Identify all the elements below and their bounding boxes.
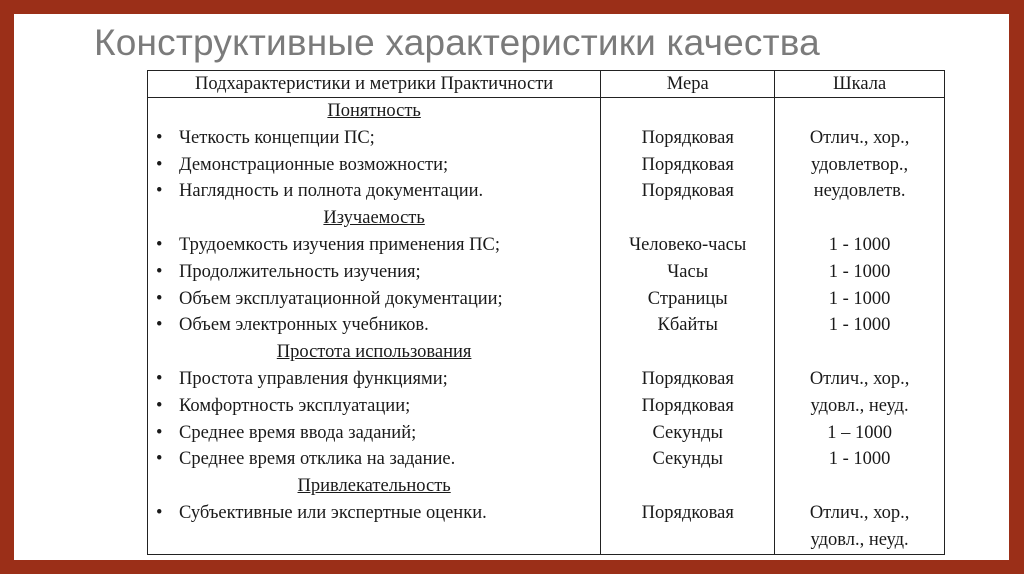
bullet-icon: • — [156, 127, 163, 148]
measure-value: Порядковая — [641, 127, 734, 148]
list-item-text: Трудоемкость изучения применения ПС; — [179, 234, 500, 255]
list-item-text: Субъективные или экспертные оценки. — [179, 502, 487, 523]
scale-value: удовл., неуд. — [810, 529, 909, 550]
measure-value: Кбайты — [657, 315, 718, 336]
list-item — [148, 446, 600, 473]
list-item-text: Комфортность эксплуатации; — [179, 395, 411, 416]
list-item — [148, 259, 600, 286]
list-item — [148, 232, 600, 259]
list-item — [148, 178, 600, 205]
list-item-text: Среднее время отклика на задание. — [179, 449, 456, 470]
slide — [14, 14, 1009, 560]
header-subcharacteristics: Подхарактеристики и метрики Практичности — [148, 71, 601, 98]
measure-value: Страницы — [647, 288, 728, 309]
list-item-text: Объем эксплуатационной документации; — [179, 288, 503, 309]
scale-value: 1 - 1000 — [828, 449, 891, 470]
scale-value: Отлич., хор., — [809, 502, 910, 523]
section-heading: Привлекательность — [297, 476, 451, 497]
list-item — [148, 500, 600, 527]
measure-value: Секунды — [652, 449, 723, 470]
bullet-icon: • — [156, 422, 163, 443]
measure-value: Человеко-часы — [629, 234, 747, 255]
slide-title: Конструктивные характеристики качества — [94, 22, 820, 63]
list-item — [148, 312, 600, 339]
header-scale: Шкала — [775, 71, 945, 98]
bullet-icon: • — [156, 181, 163, 202]
list-item-text: Объем электронных учебников. — [179, 315, 429, 336]
list-item — [148, 366, 600, 393]
bullet-icon: • — [156, 395, 163, 416]
list-item-text: Наглядность и полнота документации. — [179, 181, 484, 202]
section-heading: Изучаемость — [323, 208, 425, 229]
measure-value: Порядковая — [641, 502, 734, 523]
scale-value: 1 - 1000 — [828, 288, 891, 309]
measure-value: Секунды — [652, 422, 723, 443]
bullet-icon: • — [156, 154, 163, 175]
bullet-icon: • — [156, 288, 163, 309]
section-heading: Простота использования — [276, 342, 472, 363]
scale-value: Отлич., хор., — [809, 127, 910, 148]
list-item — [148, 286, 600, 313]
scale-value: неудовлетв. — [813, 181, 906, 202]
table-header-row — [148, 71, 945, 98]
list-item — [148, 152, 600, 179]
list-item-text: Демонстрационные возможности; — [179, 154, 449, 175]
list-item — [148, 420, 600, 447]
list-item — [148, 125, 600, 152]
list-item-text: Среднее время ввода заданий; — [179, 422, 417, 443]
bullet-icon: • — [156, 449, 163, 470]
bullet-icon: • — [156, 261, 163, 282]
metrics-table — [147, 70, 945, 555]
measure-value: Порядковая — [641, 368, 734, 389]
measure-column — [601, 98, 775, 555]
measure-value: Порядковая — [641, 154, 734, 175]
list-item-text: Продолжительность изучения; — [179, 261, 421, 282]
list-item-text: Четкость концепции ПС; — [179, 127, 375, 148]
measure-value: Часы — [667, 261, 709, 282]
scale-value: 1 - 1000 — [828, 315, 891, 336]
section-heading: Понятность — [327, 101, 421, 121]
list-item — [148, 393, 600, 420]
measure-value: Порядковая — [641, 181, 734, 202]
scale-column — [775, 98, 945, 555]
items-column — [148, 98, 601, 555]
scale-value: удовл., неуд. — [810, 395, 909, 416]
measure-value: Порядковая — [641, 395, 734, 416]
scale-value: удовлетвор., — [811, 154, 909, 175]
scale-value: 1 - 1000 — [828, 234, 891, 255]
scale-value: 1 - 1000 — [828, 261, 891, 282]
bullet-icon: • — [156, 368, 163, 389]
bullet-icon: • — [156, 502, 163, 523]
scale-value: Отлич., хор., — [809, 368, 910, 389]
scale-value: 1 – 1000 — [827, 422, 892, 443]
list-item-text: Простота управления функциями; — [179, 368, 448, 389]
bullet-icon: • — [156, 315, 163, 336]
bullet-icon: • — [156, 234, 163, 255]
table-row — [148, 98, 945, 555]
header-measure: Мера — [601, 71, 775, 98]
